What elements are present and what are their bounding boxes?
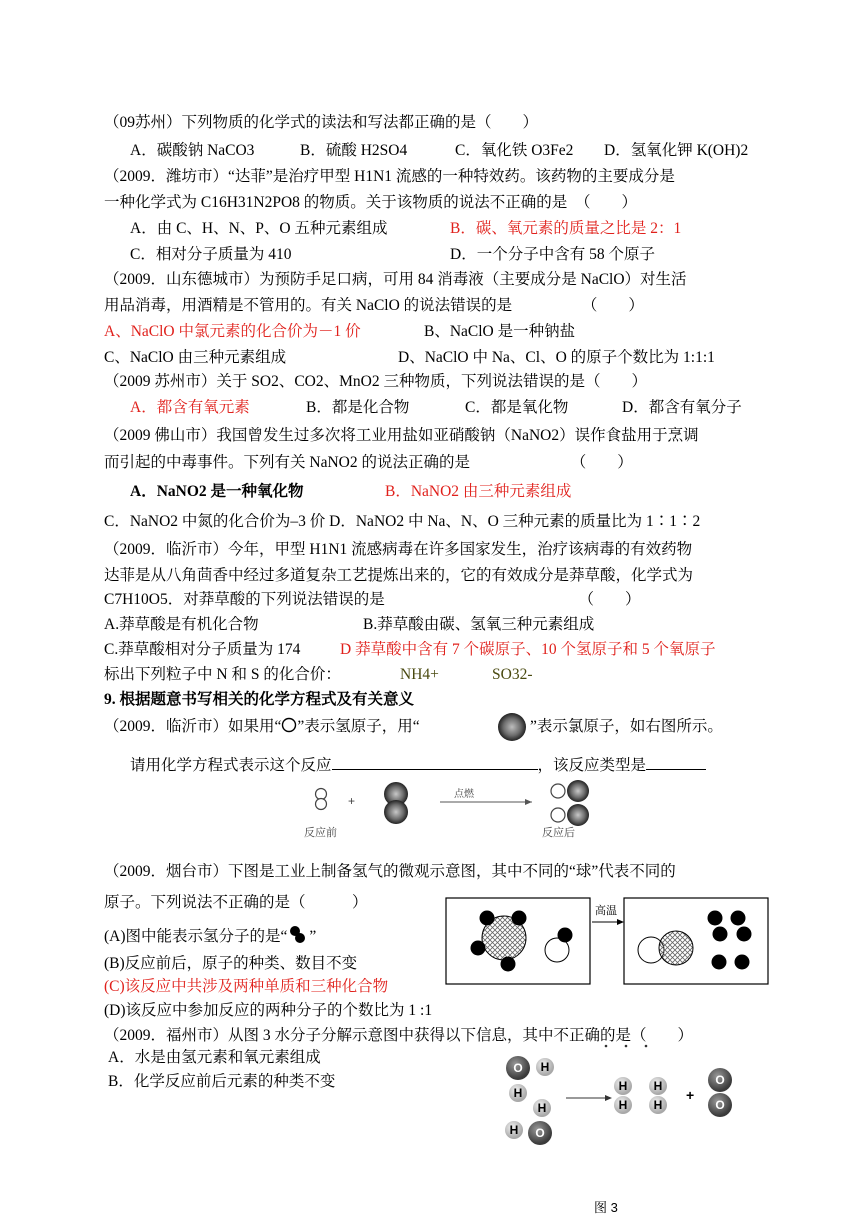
hcl-reaction-figure <box>300 778 620 840</box>
q3-option-b: B、NaClO 是一种钠盐 <box>424 323 576 340</box>
q1-option-a: A．碳酸钠 NaCO3 <box>130 142 255 159</box>
q6-line3: C7H10O5．对莽草酸的下列说法错误的是 （ ） <box>104 591 641 608</box>
svg-text:H: H <box>618 1079 628 1093</box>
svg-text:O: O <box>535 1126 545 1140</box>
q4-option-c: C．都是氧化物 <box>465 399 569 416</box>
q7-text: 标出下列粒子中 N 和 S 的化合价： <box>104 666 341 683</box>
figure-3-caption: 图 3 <box>594 1200 618 1215</box>
h2-molecules-icon <box>614 1077 667 1114</box>
svg-text:O: O <box>513 1061 523 1075</box>
cl2-molecule-icon <box>384 782 408 824</box>
q6-line2: 达菲是从八角茴香中经过多道复杂工艺提炼出来的，它的有效成分是莽草酸，化学式为 <box>104 567 694 584</box>
chlorine-atom-icon <box>496 711 528 743</box>
q9-option-a-text: (A)图中能表示氢分子的是“ <box>104 928 288 945</box>
q1-stem: （09苏州）下列物质的化学式的读法和写法都正确的是（ ） <box>104 114 539 131</box>
q9-option-a <box>104 924 316 947</box>
before-label: 反应前 <box>304 827 337 839</box>
q9-option-a-close: ” <box>309 928 317 945</box>
q6-option-d: D 莽草酸中含有 7 个碳原子、10 个氢原子和 5 个氧原子 <box>340 641 716 658</box>
q9-line2: 原子。下列说法不正确的是（ ） <box>104 894 368 911</box>
equation-blank[interactable] <box>332 753 538 770</box>
q2-option-c: C．相对分子质量为 410 <box>130 246 292 263</box>
water-molecule-icon-1 <box>506 1056 554 1102</box>
q8-line1-part-b: ”表示氢原子，用“ <box>297 718 420 735</box>
reaction-type-blank[interactable] <box>646 753 706 770</box>
q10-option-b: B．化学反应前后元素的种类不变 <box>108 1073 336 1090</box>
q5-option-a: A．NaNO2 是一种氧化物 <box>130 483 304 500</box>
q1-option-c: C．氧化铁 O3Fe2 <box>455 142 574 159</box>
q5-option-cd: C．NaNO2 中氮的化合价为–3 价 D．NaNO2 中 Na、N、O 三种元素的质量比为 1∶1∶2 <box>104 513 701 530</box>
svg-text:+: + <box>686 1087 695 1103</box>
q7-ion-sulfite: SO32- <box>492 666 533 683</box>
q2-line1: （2009．潍坊市）“达菲”是治疗甲型 H1N1 流感的一种特效药。该药物的主要成分是 <box>104 168 675 185</box>
hcl-molecule-icon-1 <box>551 780 589 802</box>
q5-line1: （2009 佛山市）我国曾发生过多次将工业用盐如亚硝酸钠（NaNO2）误作食盐用于烹调 <box>104 427 699 444</box>
q8-line1 <box>104 717 420 737</box>
water-molecule-icon-2 <box>505 1099 552 1145</box>
q10-line1: （2009．福州市）从图 3 水分子分解示意图中获得以下信息，其中不正确的是（ ） <box>104 1027 694 1044</box>
q9-option-c: (C)该反应中共涉及两种单质和三种化合物 <box>104 978 389 995</box>
svg-text:+: + <box>348 794 356 808</box>
q2-line2: 一种化学式为 C16H31N2PO8 的物质。关于该物质的说法不正确的是 （ ） <box>104 194 638 211</box>
q9-option-d: (D)该反应中参加反应的两种分子的个数比为 1 :1 <box>104 1002 433 1019</box>
q2-option-a: A．由 C、H、N、P、O 五种元素组成 <box>130 220 388 237</box>
q10-option-a: A．水是由氢元素和氧元素组成 <box>108 1049 321 1066</box>
h2-molecule-icon <box>316 789 327 810</box>
q3-line2: 用品消毒，用酒精是不管用的。有关 NaClO 的说法错误的是 （ ） <box>104 297 644 314</box>
arrow-condition-label: 点燃 <box>454 789 474 800</box>
svg-text:H: H <box>509 1123 519 1137</box>
q1-option-b: B．硫酸 H2SO4 <box>300 142 408 159</box>
q8-line2-part-a: 请用化学方程式表示这个反应 <box>130 757 332 774</box>
hydrogen-atom-icon <box>281 717 297 733</box>
q4-option-a: A．都含有氧元素 <box>130 399 250 416</box>
q6-option-c: C.莽草酸相对分子质量为 174 <box>104 641 301 658</box>
svg-text:H: H <box>653 1079 663 1093</box>
high-temp-label: 高温 <box>595 905 617 917</box>
hydrogen-production-figure <box>440 890 775 994</box>
q4-line1: （2009 苏州市）关于 SO2、CO2、MnO2 三种物质，下列说法错误的是（ ） <box>104 373 647 390</box>
q6-option-a: A.莽草酸是有机化合物 <box>104 616 259 633</box>
q3-line1: （2009．山东德城市）为预防手足口病，可用 84 消毒液（主要成分是 NaClO）对生活 <box>104 271 687 288</box>
q6-line1: （2009．临沂市）今年，甲型 H1N1 流感病毒在许多国家发生，治疗该病毒的有效药物 <box>104 541 693 558</box>
q4-option-b: B．都是化合物 <box>306 399 410 416</box>
after-label: 反应后 <box>542 827 575 839</box>
q8-line1-part-c: ”表示氯原子，如右图所示。 <box>530 718 723 735</box>
water-decomposition-figure <box>490 1038 770 1215</box>
q3-option-d: D、NaClO 中 Na、Cl、O 的原子个数比为 1:1:1 <box>398 349 715 366</box>
q8-line2 <box>130 753 706 776</box>
q4-option-d: D．都含有氧分子 <box>622 399 742 416</box>
q5-line2: 而引起的中毒事件。下列有关 NaNO2 的说法正确的是 （ ） <box>104 454 633 471</box>
q7-ion-ammonium: NH4+ <box>400 666 439 683</box>
o2-molecule-icon <box>708 1068 732 1117</box>
svg-text:H: H <box>618 1098 628 1112</box>
svg-text:O: O <box>715 1098 725 1112</box>
svg-text:O: O <box>715 1073 725 1087</box>
q3-option-c: C、NaClO 由三种元素组成 <box>104 349 287 366</box>
two-black-atoms-icon <box>287 924 309 944</box>
q8-line1-part-a: （2009．临沂市）如果用“ <box>104 718 282 735</box>
q3-option-a: A、NaClO 中氯元素的化合价为－1 价 <box>104 323 361 340</box>
q8-line2-part-b: ，该反应类型是 <box>537 757 647 774</box>
q6-option-b: B.莽草酸由碳、氢氧三种元素组成 <box>363 616 595 633</box>
section-9-heading: 9. 根据题意书写相关的化学方程式及有关意义 <box>104 691 415 708</box>
q9-line1: （2009．烟台市）下图是工业上制备氢气的微观示意图，其中不同的“球”代表不同的 <box>104 863 676 880</box>
hcl-molecule-icon-2 <box>551 804 589 826</box>
svg-text:H: H <box>537 1101 547 1115</box>
q2-option-d: D．一个分子中含有 58 个原子 <box>450 246 655 263</box>
svg-text:H: H <box>540 1060 550 1074</box>
q5-option-b: B．NaNO2 由三种元素组成 <box>385 483 572 500</box>
svg-text:H: H <box>653 1098 663 1112</box>
q1-option-d: D．氢氧化钾 K(OH)2 <box>604 142 749 159</box>
q9-option-b: (B)反应前后，原子的种类、数目不变 <box>104 955 358 972</box>
q2-option-b: B．碳、氧元素的质量之比是 2：1 <box>450 220 682 237</box>
svg-text:H: H <box>513 1086 523 1100</box>
